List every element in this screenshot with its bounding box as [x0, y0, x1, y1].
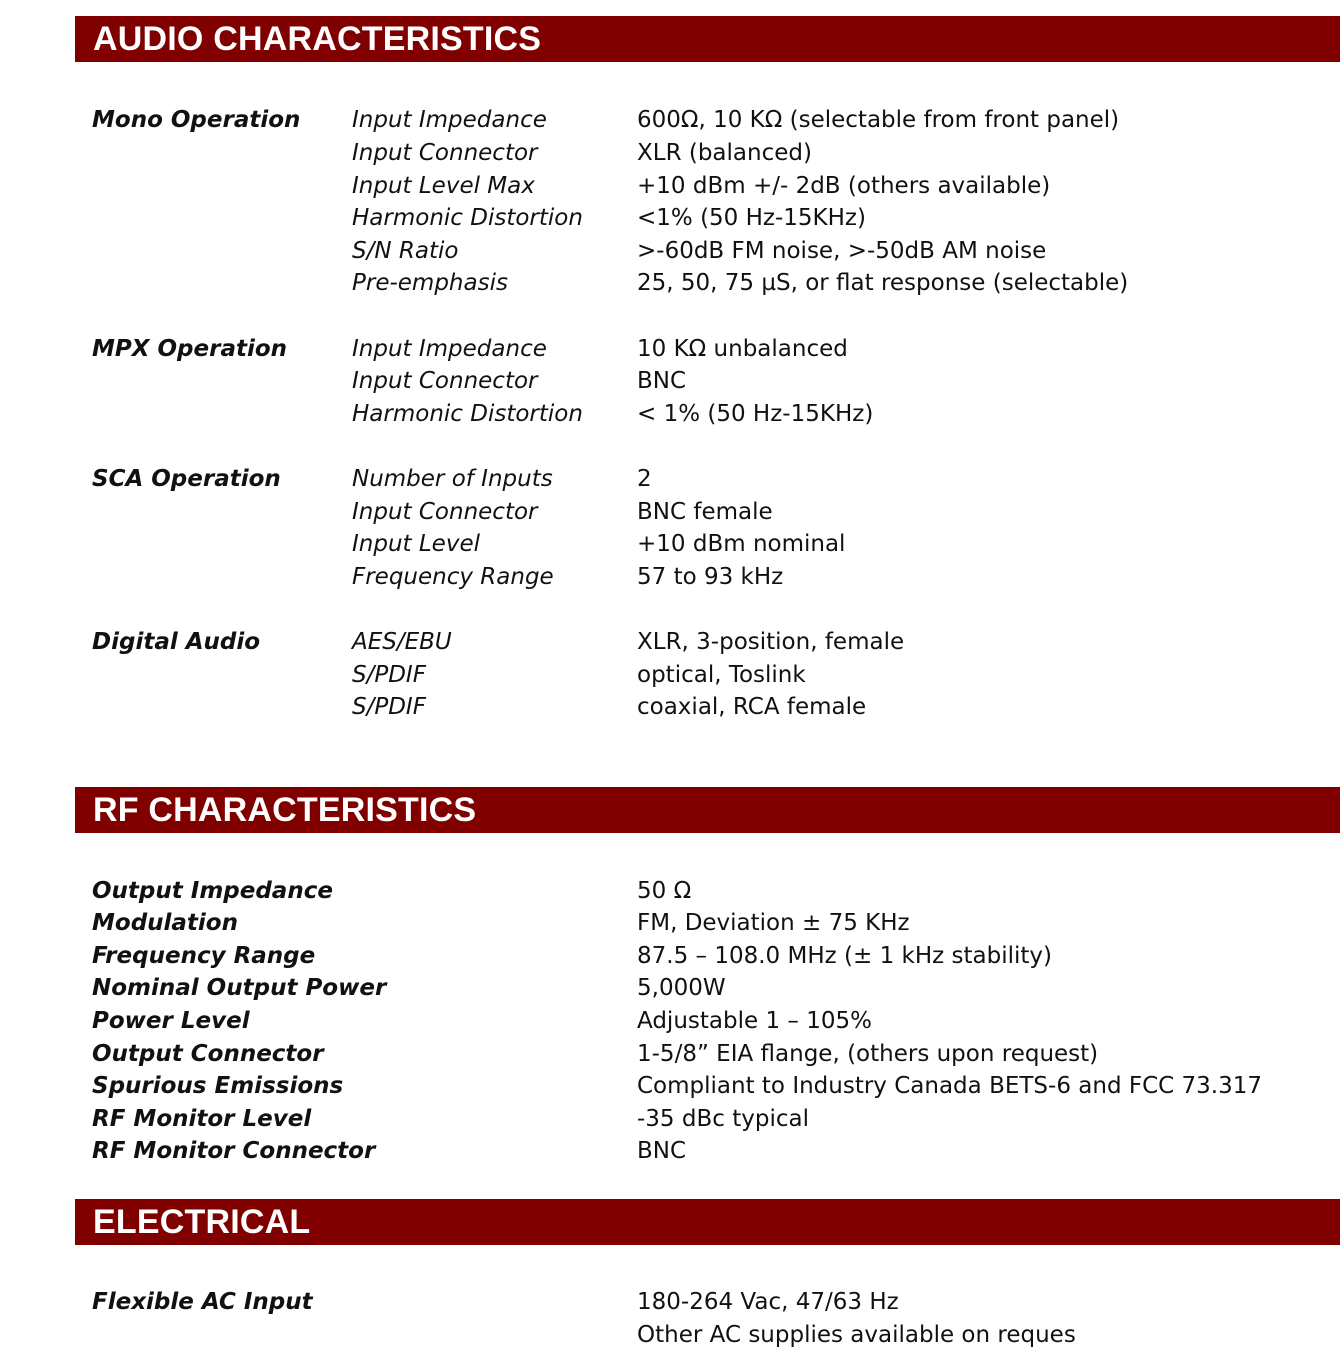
spec-label: Modulation	[92, 910, 238, 936]
audio-section-title: AUDIO CHARACTERISTICS	[93, 20, 542, 58]
spec-label: Input Connector	[352, 368, 538, 394]
spec-value: BNC	[637, 368, 687, 394]
spec-value: coaxial, RCA female	[637, 694, 867, 720]
spec-label: Output Impedance	[92, 878, 333, 904]
spec-value: 2	[637, 466, 652, 492]
spec-label: Nominal Output Power	[92, 975, 387, 1001]
rf-section-header	[75, 787, 1340, 833]
electrical-section-title: ELECTRICAL	[93, 1203, 311, 1241]
spec-value: < 1% (50 Hz-15KHz)	[637, 401, 874, 427]
spec-value: 5,000W	[637, 975, 726, 1001]
spec-value: 25, 50, 75 µS, or flat response (selectable)	[637, 270, 1129, 296]
spec-label: RF Monitor Connector	[92, 1138, 376, 1164]
spec-label: AES/EBU	[352, 629, 452, 655]
spec-value: 57 to 93 kHz	[637, 564, 784, 590]
spec-value: BNC	[637, 1138, 687, 1164]
spec-label: Output Connector	[92, 1041, 324, 1067]
spec-label: Input Level	[352, 531, 480, 557]
rf-section-title: RF CHARACTERISTICS	[93, 791, 477, 829]
group-sca-operation: SCA Operation	[92, 466, 281, 492]
spec-label: Input Level Max	[352, 173, 535, 199]
spec-label: Harmonic Distortion	[352, 205, 583, 231]
spec-value: <1% (50 Hz-15KHz)	[637, 205, 866, 231]
spec-label: Input Impedance	[352, 107, 547, 133]
spec-value: Compliant to Industry Canada BETS-6 and FCC 73.317	[637, 1073, 1262, 1099]
spec-label: S/N Ratio	[352, 238, 459, 264]
spec-label: Spurious Emissions	[92, 1073, 344, 1099]
spec-value: XLR, 3-position, female	[637, 629, 905, 655]
spec-label: Input Connector	[352, 140, 538, 166]
spec-label: Input Impedance	[352, 336, 547, 362]
group-mpx-operation: MPX Operation	[92, 336, 288, 362]
spec-value: 50 Ω	[637, 878, 692, 904]
electrical-section-header	[75, 1199, 1340, 1245]
spec-value: 1-5/8” EIA flange, (others upon request)	[637, 1041, 1099, 1067]
spec-label: Number of Inputs	[352, 466, 553, 492]
spec-label: Frequency Range	[92, 943, 316, 969]
spec-value: BNC female	[637, 499, 773, 525]
audio-section-header	[75, 16, 1340, 62]
spec-label: Harmonic Distortion	[352, 401, 583, 427]
spec-label: RF Monitor Level	[92, 1106, 312, 1132]
group-mono-operation: Mono Operation	[92, 107, 301, 133]
spec-value: XLR (balanced)	[637, 140, 812, 166]
spec-label: Flexible AC Input	[92, 1289, 313, 1315]
spec-note: Other AC supplies available on reques	[637, 1322, 1076, 1348]
group-digital-audio: Digital Audio	[92, 629, 261, 655]
spec-value: 10 KΩ unbalanced	[637, 336, 848, 362]
spec-value: -35 dBc typical	[637, 1106, 809, 1132]
spec-value: 180-264 Vac, 47/63 Hz	[637, 1289, 899, 1315]
spec-value: +10 dBm nominal	[637, 531, 846, 557]
spec-value: >-60dB FM noise, >-50dB AM noise	[637, 238, 1047, 264]
spec-label: S/PDIF	[352, 662, 426, 688]
spec-value: optical, Toslink	[637, 662, 806, 688]
spec-value: Adjustable 1 – 105%	[637, 1008, 872, 1034]
spec-label: Pre-emphasis	[352, 270, 508, 296]
spec-label: Frequency Range	[352, 564, 554, 590]
spec-value: 600Ω, 10 KΩ (selectable from front panel)	[637, 107, 1120, 133]
spec-value: +10 dBm +/- 2dB (others available)	[637, 173, 1051, 199]
spec-label: S/PDIF	[352, 694, 426, 720]
spec-label: Power Level	[92, 1008, 250, 1034]
spec-label: Input Connector	[352, 499, 538, 525]
spec-value: 87.5 – 108.0 MHz (± 1 kHz stability)	[637, 943, 1052, 969]
spec-value: FM, Deviation ± 75 KHz	[637, 910, 910, 936]
